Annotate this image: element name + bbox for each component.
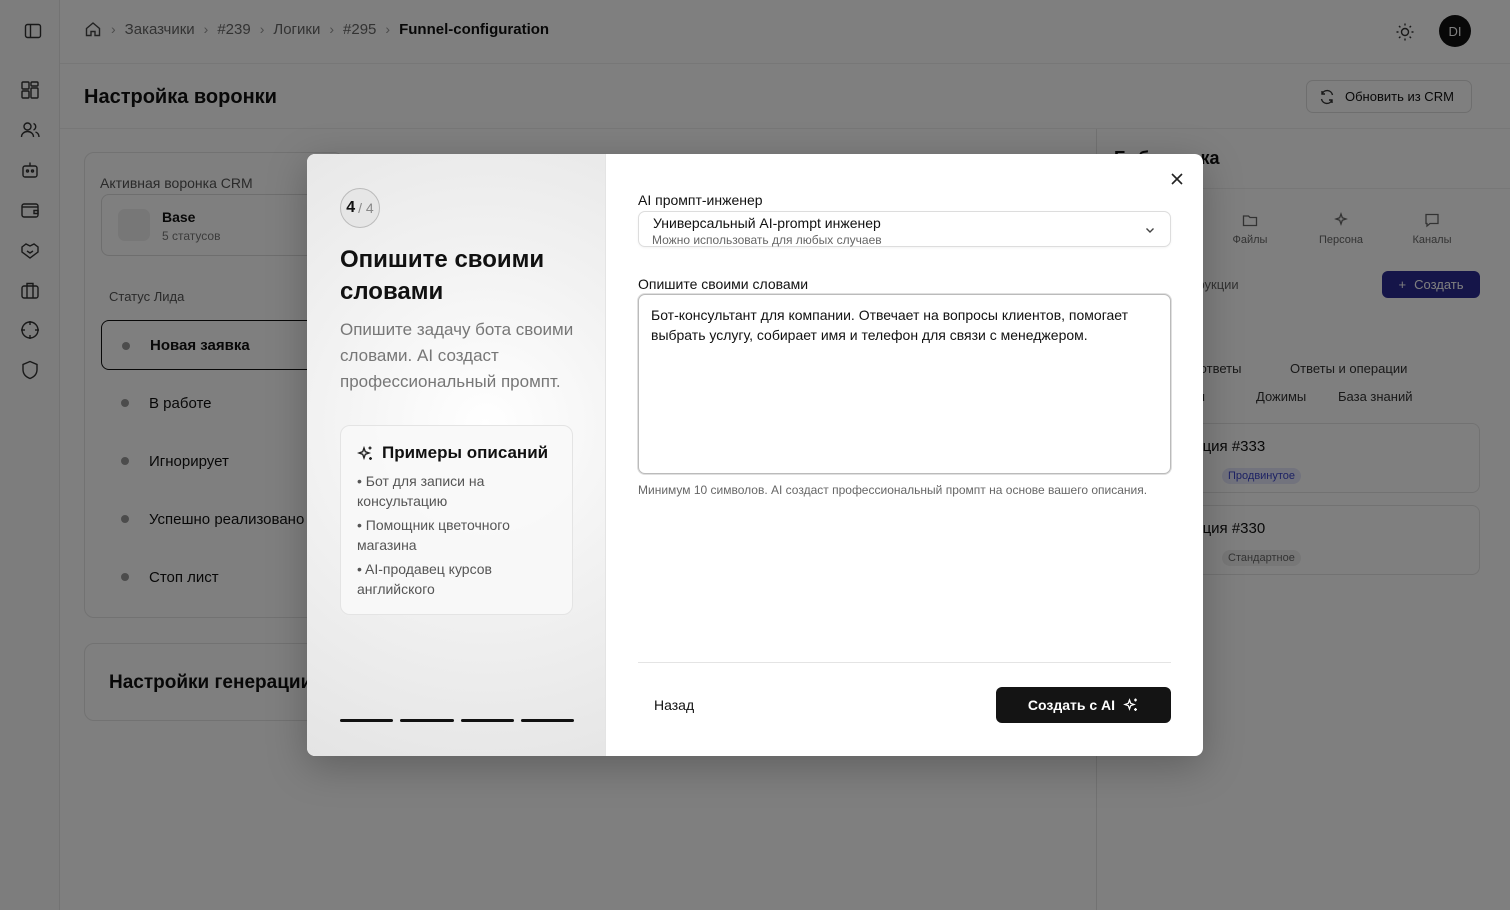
example-item: • Бот для записи на консультацию [357, 473, 485, 509]
step-total: / 4 [358, 200, 374, 216]
progress-segment [521, 719, 574, 722]
example-item: • Помощник цветочного магазина [357, 517, 510, 553]
step-progress [340, 719, 574, 722]
progress-segment [340, 719, 393, 722]
sparkles-icon [357, 445, 374, 462]
progress-segment [400, 719, 453, 722]
example-item: • AI-продавец курсов английского [357, 561, 492, 597]
back-button[interactable]: Назад [654, 697, 695, 713]
examples-title [357, 443, 548, 463]
wizard-heading: Опишите своими словами [340, 246, 545, 305]
prompt-engineer-label: AI промпт-инженер [638, 192, 763, 208]
prompt-engineer-value: Универсальный AI-prompt инженер [653, 215, 881, 231]
create-with-ai-button[interactable] [996, 687, 1171, 723]
close-icon[interactable] [1169, 171, 1185, 187]
prompt-engineer-select[interactable] [638, 211, 1171, 247]
description-hint: Минимум 10 символов. AI создаст профессиональный промпт на основе вашего описания. [638, 483, 1148, 497]
examples-title-text: Примеры описаний [382, 443, 549, 462]
wizard-info-panel [307, 154, 606, 756]
prompt-engineer-hint: Можно использовать для любых случаев [652, 233, 882, 247]
step-indicator [340, 188, 380, 228]
wizard-form-panel [607, 154, 1203, 756]
description-label: Опишите своими словами [638, 276, 809, 292]
create-with-ai-label: Создать с AI [1027, 697, 1116, 713]
wizard-subtitle: Опишите задачу бота своими словами. AI создаст профессиональный промпт. [340, 320, 574, 391]
prompt-wizard-modal [307, 154, 1203, 756]
progress-segment [461, 719, 514, 722]
chevron-down-icon [1144, 224, 1156, 236]
sparkles-icon [1123, 697, 1139, 713]
divider [638, 662, 1171, 663]
examples-card [340, 425, 573, 615]
step-current: 4 [346, 199, 356, 216]
examples-list [357, 471, 562, 603]
description-textarea[interactable] [638, 294, 1171, 474]
